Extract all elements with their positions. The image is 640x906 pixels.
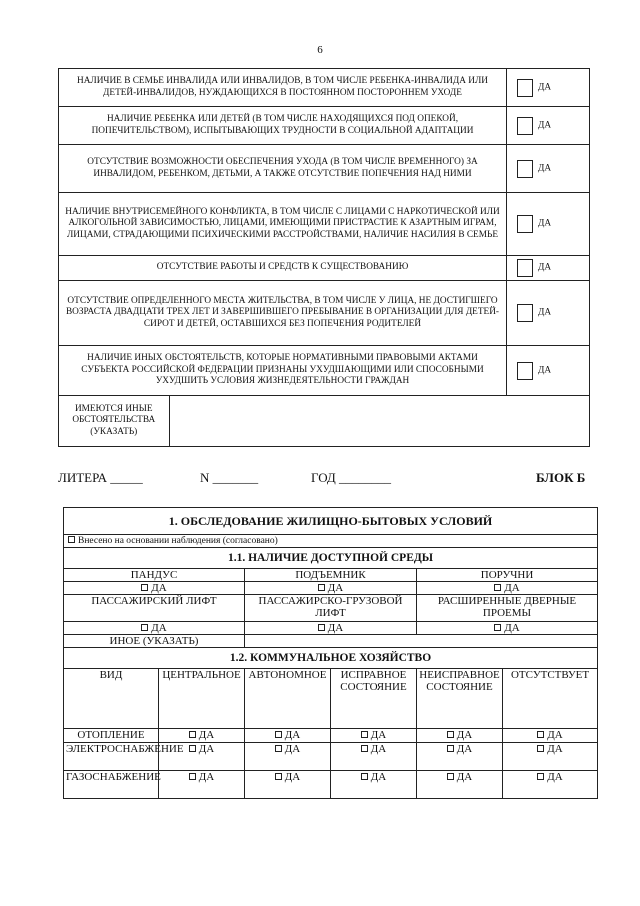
utility-label: ЭЛЕКТРОСНАБЖЕНИЕ bbox=[64, 743, 159, 771]
yes-label: ДА bbox=[538, 262, 552, 273]
block-label: БЛОК Б bbox=[536, 470, 586, 485]
yes-option[interactable]: ДА bbox=[245, 771, 331, 799]
number-field[interactable]: N _______ bbox=[200, 470, 259, 485]
col-header-type: ВИД bbox=[64, 669, 159, 729]
yes-option[interactable]: ДА bbox=[245, 743, 331, 771]
yes-option[interactable]: ДА bbox=[417, 743, 503, 771]
yes-label: ДА bbox=[538, 162, 552, 173]
utility-row bbox=[64, 743, 598, 771]
circumstance-row bbox=[59, 69, 590, 107]
col-header-central: ЦЕНТРАЛЬНОЕ bbox=[159, 669, 245, 729]
circumstance-row bbox=[59, 145, 590, 193]
col-header-absent: ОТСУТСТВУЕТ bbox=[503, 669, 598, 729]
checkbox[interactable] bbox=[141, 584, 148, 591]
circumstance-text: НАЛИЧИЕ РЕБЕНКА ИЛИ ДЕТЕЙ (В ТОМ ЧИСЛЕ НАХОДЯЩИХСЯ ПОД ОПЕКОЙ, ПОПЕЧИТЕЛЬСТВОМ), ИСПЫТЫВАЮЩИХ ТРУДНОСТИ В СОЦИАЛЬНОЙ АДАПТАЦИИ bbox=[59, 107, 507, 145]
yes-label: ДА bbox=[538, 364, 552, 375]
yes-option[interactable]: ДА bbox=[503, 771, 598, 799]
yes-checkbox-cell[interactable] bbox=[507, 256, 590, 281]
checkbox[interactable] bbox=[517, 79, 533, 97]
housing-survey-table bbox=[63, 507, 598, 799]
col-header-broken: НЕИСПРАВНОЕ СОСТОЯНИЕ bbox=[417, 669, 503, 729]
circumstance-text: НАЛИЧИЕ ВНУТРИСЕМЕЙНОГО КОНФЛИКТА, В ТОМ ЧИСЛЕ С ЛИЦАМИ С НАРКОТИЧЕСКОЙ ИЛИ АЛКОГОЛЬНОЙ ЗАВИСИМОСТЬЮ, ЛИЦАМИ, ИМЕЮЩИМИ ПРИСТРАСТИЕ К АЗАРТНЫМ ИГРАМ, ЛИЦАМИ, СТРАДАЮЩИМИ ПСИХИЧЕСКИМИ РАССТРОЙСТВАМИ, НАЛИЧИЕ НАСИЛИЯ В СЕМЬЕ bbox=[59, 193, 507, 256]
passenger-elevator-yes[interactable]: ДА bbox=[64, 622, 245, 635]
lift-label: ПОДЪЕМНИК bbox=[245, 569, 417, 582]
yes-checkbox-cell[interactable] bbox=[507, 193, 590, 256]
checkbox[interactable] bbox=[517, 259, 533, 277]
circumstance-row bbox=[59, 346, 590, 396]
yes-checkbox-cell[interactable] bbox=[507, 69, 590, 107]
col-header-working: ИСПРАВНОЕ СОСТОЯНИЕ bbox=[331, 669, 417, 729]
circumstance-text: НАЛИЧИЕ В СЕМЬЕ ИНВАЛИДА ИЛИ ИНВАЛИДОВ, В ТОМ ЧИСЛЕ РЕБЕНКА-ИНВАЛИДА ИЛИ ДЕТЕЙ-ИНВАЛИДОВ, НУЖДАЮЩИХСЯ В ПОСТОЯННОМ ПОСТОРОННЕМ УХОДЕ bbox=[59, 69, 507, 107]
yes-label: ДА bbox=[538, 307, 552, 318]
freight-elevator-label: ПАССАЖИРСКО-ГРУЗОВОЙ ЛИФТ bbox=[245, 595, 417, 622]
other-accessibility-label: ИНОЕ (УКАЗАТЬ) bbox=[64, 635, 245, 648]
checkbox[interactable] bbox=[517, 304, 533, 322]
subsection-title: 1.1. НАЛИЧИЕ ДОСТУПНОЙ СРЕДЫ bbox=[64, 548, 598, 569]
circumstances-table bbox=[58, 68, 590, 447]
yes-option[interactable]: ДА bbox=[159, 743, 245, 771]
circumstance-row bbox=[59, 107, 590, 145]
circumstance-text: ОТСУТСТВИЕ ВОЗМОЖНОСТИ ОБЕСПЕЧЕНИЯ УХОДА (В ТОМ ЧИСЛЕ ВРЕМЕННОГО) ЗА ИНВАЛИДОМ, РЕБЕНКОМ, ДЕТЬМИ, А ТАКЖЕ ОТСУТСТВИЕ ПОПЕЧЕНИЯ НАД НИМИ bbox=[59, 145, 507, 193]
circumstance-row bbox=[59, 281, 590, 346]
handrails-yes[interactable]: ДА bbox=[417, 582, 598, 595]
subsection-title: 1.2. КОММУНАЛЬНОЕ ХОЗЯЙСТВО bbox=[64, 648, 598, 669]
yes-option[interactable]: ДА bbox=[417, 729, 503, 743]
checkbox[interactable] bbox=[318, 624, 325, 631]
yes-option[interactable]: ДА bbox=[417, 771, 503, 799]
yes-option[interactable]: ДА bbox=[245, 729, 331, 743]
yes-option[interactable]: ДА bbox=[503, 743, 598, 771]
freight-elevator-yes[interactable]: ДА bbox=[245, 622, 417, 635]
yes-option[interactable]: ДА bbox=[331, 729, 417, 743]
yes-checkbox-cell[interactable] bbox=[507, 145, 590, 193]
checkbox[interactable] bbox=[141, 624, 148, 631]
lift-yes[interactable]: ДА bbox=[245, 582, 417, 595]
year-field[interactable]: ГОД ________ bbox=[311, 470, 392, 485]
passenger-elevator-label: ПАССАЖИРСКИЙ ЛИФТ bbox=[64, 595, 245, 622]
checkbox[interactable] bbox=[517, 160, 533, 178]
checkbox[interactable] bbox=[517, 215, 533, 233]
yes-label: ДА bbox=[538, 119, 552, 130]
handrails-label: ПОРУЧНИ bbox=[417, 569, 598, 582]
checkbox[interactable] bbox=[517, 362, 533, 380]
circumstance-text: НАЛИЧИЕ ИНЫХ ОБСТОЯТЕЛЬСТВ, КОТОРЫЕ НОРМАТИВНЫМИ ПРАВОВЫМИ АКТАМИ СУБЪЕКТА РОССИЙСКОЙ ФЕДЕРАЦИИ ПРИЗНАНЫ УХУДШАЮЩИМИ ИЛИ СПОСОБНЫМИ УХУДШИТЬ УСЛОВИЯ ЖИЗНЕДЕЯТЕЛЬНОСТИ ГРАЖДАН bbox=[59, 346, 507, 396]
wide-doors-yes[interactable]: ДА bbox=[417, 622, 598, 635]
other-circumstances-label: ИМЕЮТСЯ ИНЫЕ ОБСТОЯТЕЛЬСТВА (УКАЗАТЬ) bbox=[59, 396, 169, 446]
other-circumstances-field[interactable] bbox=[169, 396, 589, 446]
utility-row bbox=[64, 771, 598, 799]
page-number: 6 bbox=[317, 44, 323, 56]
yes-option[interactable]: ДА bbox=[159, 729, 245, 743]
ramp-label: ПАНДУС bbox=[64, 569, 245, 582]
checkbox[interactable] bbox=[68, 536, 75, 543]
yes-checkbox-cell[interactable] bbox=[507, 346, 590, 396]
yes-label: ДА bbox=[538, 81, 552, 92]
yes-option[interactable]: ДА bbox=[331, 771, 417, 799]
yes-checkbox-cell[interactable] bbox=[507, 281, 590, 346]
wide-doors-label: РАСШИРЕННЫЕ ДВЕРНЫЕ ПРОЕМЫ bbox=[417, 595, 598, 622]
circumstance-row bbox=[59, 256, 590, 281]
circumstance-text: ОТСУТСТВИЕ РАБОТЫ И СРЕДСТВ К СУЩЕСТВОВАНИЮ bbox=[59, 256, 507, 281]
litera-field[interactable]: ЛИТЕРА _____ bbox=[58, 470, 143, 485]
ramp-yes[interactable]: ДА bbox=[64, 582, 245, 595]
yes-label: ДА bbox=[538, 218, 552, 229]
circumstance-row bbox=[59, 193, 590, 256]
utility-row bbox=[64, 729, 598, 743]
yes-option[interactable]: ДА bbox=[503, 729, 598, 743]
utility-label: ГАЗОСНАБЖЕНИЕ bbox=[64, 771, 159, 799]
checkbox[interactable] bbox=[494, 624, 501, 631]
circumstance-text: ОТСУТСТВИЕ ОПРЕДЕЛЕННОГО МЕСТА ЖИТЕЛЬСТВА, В ТОМ ЧИСЛЕ У ЛИЦА, НЕ ДОСТИГШЕГО ВОЗРАСТА ДВАДЦАТИ ТРЕХ ЛЕТ И ЗАВЕРШИВШЕГО ПРЕБЫВАНИЕ В ОРГАНИЗАЦИИ ДЛЯ ДЕТЕЙ-СИРОТ И ДЕТЕЙ, ОСТАВШИХСЯ БЕЗ ПОПЕЧЕНИЯ РОДИТЕЛЕЙ bbox=[59, 281, 507, 346]
checkbox[interactable] bbox=[494, 584, 501, 591]
checkbox[interactable] bbox=[517, 117, 533, 135]
other-circumstances-row bbox=[59, 396, 590, 447]
utility-label: ОТОПЛЕНИЕ bbox=[64, 729, 159, 743]
yes-checkbox-cell[interactable] bbox=[507, 107, 590, 145]
other-accessibility-field[interactable] bbox=[245, 635, 598, 648]
section-title: 1. ОБСЛЕДОВАНИЕ ЖИЛИЩНО-БЫТОВЫХ УСЛОВИЙ bbox=[64, 508, 598, 535]
yes-option[interactable]: ДА bbox=[331, 743, 417, 771]
yes-option[interactable]: ДА bbox=[159, 771, 245, 799]
col-header-autonomous: АВТОНОМНОЕ bbox=[245, 669, 331, 729]
checkbox[interactable] bbox=[318, 584, 325, 591]
observation-note[interactable]: Внесено на основании наблюдения (согласовано) bbox=[64, 535, 598, 548]
